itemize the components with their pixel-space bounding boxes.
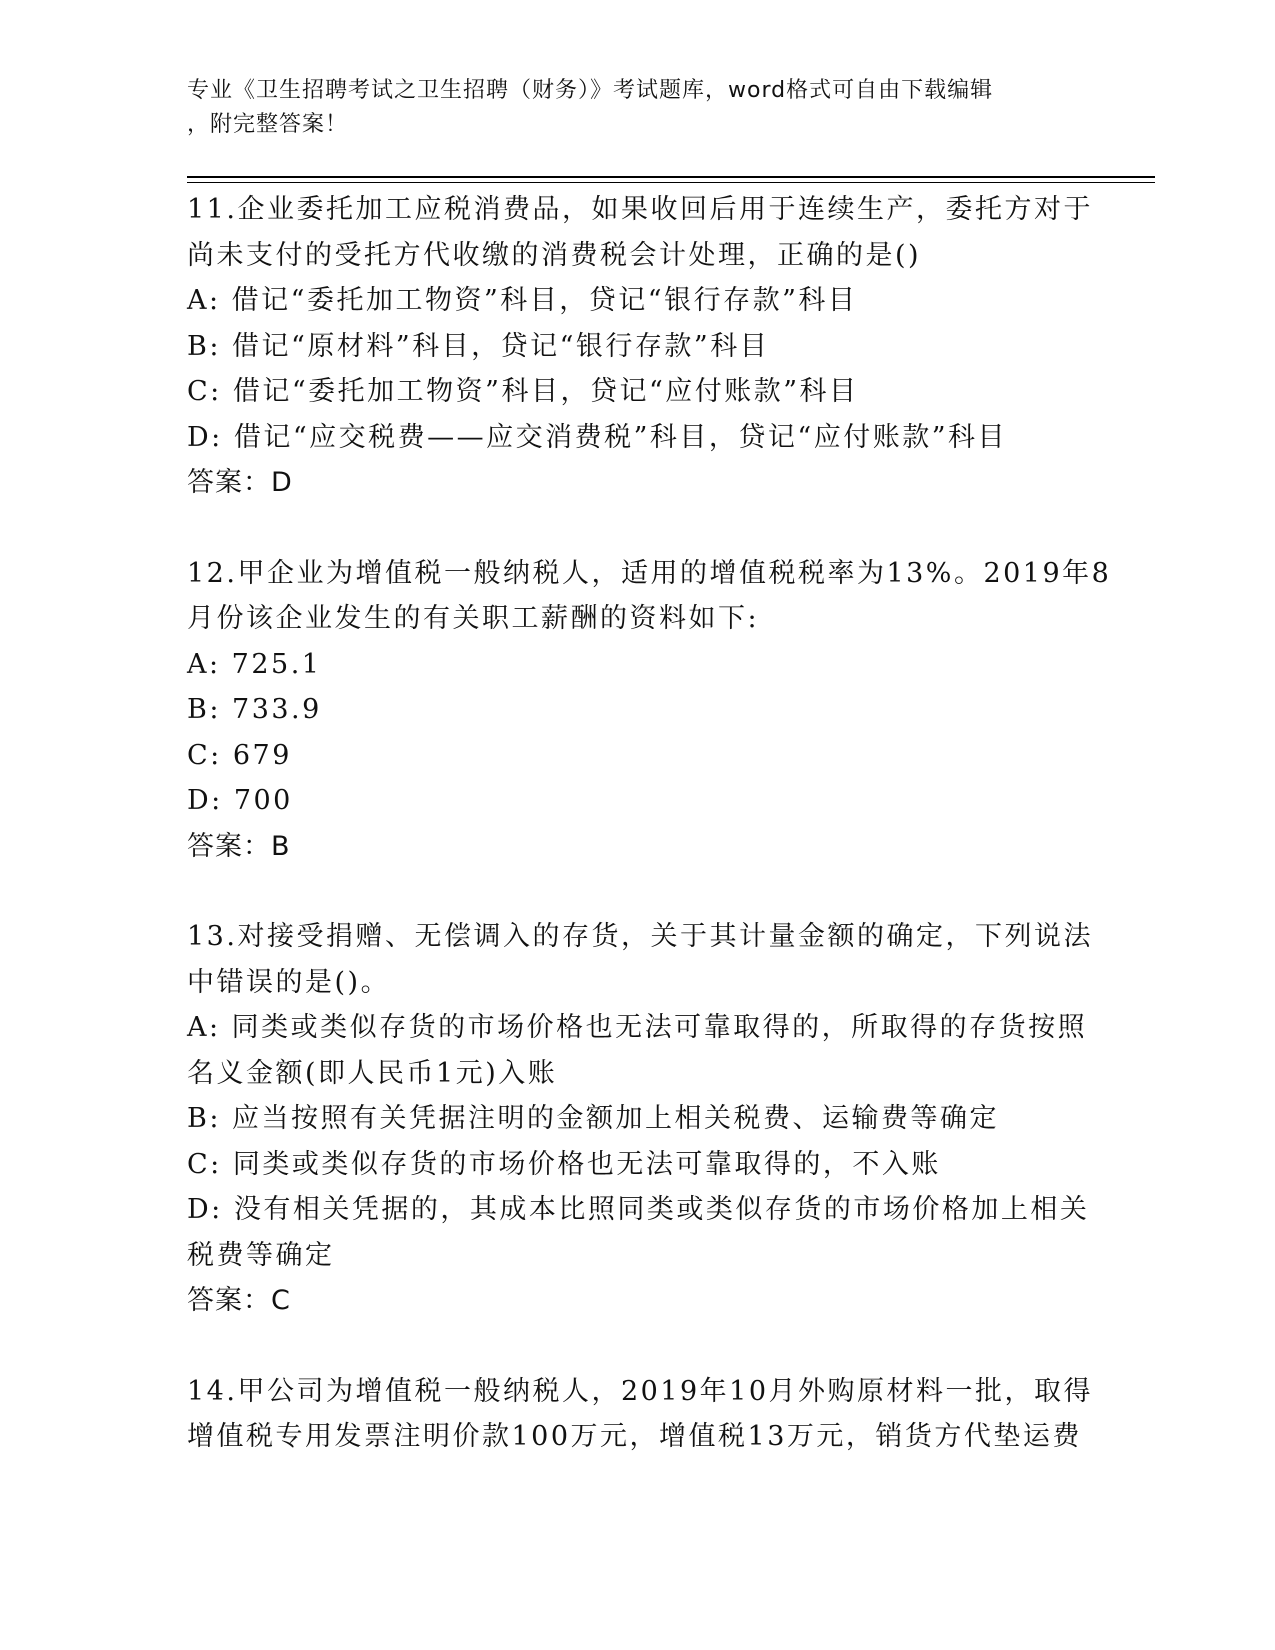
option-c: C: 同类或类似存货的市场价格也无法可靠取得的，不入账	[187, 1148, 941, 1180]
stem-line: 14.甲公司为增值税一般纳税人，2019年10月外购原材料一批，取得	[187, 1375, 1094, 1407]
document-header	[187, 74, 1067, 142]
option-a: A: 同类或类似存货的市场价格也无法可靠取得的，所取得的存货按照	[187, 1012, 1088, 1043]
question-stem	[187, 187, 1093, 278]
stem-line: 11.企业委托加工应税消费品，如果收回后用于连续生产，委托方对于	[187, 194, 1093, 225]
stem-line: 尚未支付的受托方代收缴的消费税会计处理，正确的是()	[187, 239, 922, 271]
question-stem	[187, 551, 1112, 642]
answer-line: 答案：C	[187, 1285, 291, 1316]
option-b: B: 应当按照有关凭据注明的金额加上相关税费、运输费等确定	[187, 1103, 1000, 1134]
stem-line: 13.对接受捐赠、无偿调入的存货，关于其计量金额的确定，下列说法	[187, 921, 1093, 952]
option-b: B: 733.9	[187, 694, 322, 725]
option-c: C: 679	[187, 739, 292, 771]
stem-line: 月份该企业发生的有关职工薪酬的资料如下:	[187, 603, 760, 634]
header-line-1: 专业《卫生招聘考试之卫生招聘（财务）》考试题库，word格式可自由下载编辑	[187, 78, 994, 103]
option-b: B: 借记“原材料”科目，贷记“银行存款”科目	[187, 330, 770, 362]
header-divider-thin	[187, 182, 1155, 183]
option-d: D: 700	[187, 785, 293, 816]
question-stem	[187, 1369, 1094, 1460]
header-line-2: ，附完整答案！	[187, 112, 349, 137]
question-11	[187, 187, 1093, 506]
stem-line: 中错误的是()。	[187, 966, 391, 998]
header-divider-thick	[187, 176, 1155, 178]
option-d: D: 没有相关凭据的，其成本比照同类或类似存货的市场价格加上相关	[187, 1194, 1090, 1225]
question-14	[187, 1369, 1094, 1460]
question-list	[187, 187, 1112, 1460]
answer-line: 答案：D	[187, 467, 293, 498]
question-13	[187, 914, 1093, 1324]
option-a: A: 借记“委托加工物资”科目，贷记“银行存款”科目	[187, 285, 858, 316]
option-d-continued: 税费等确定	[187, 1239, 335, 1271]
question-12	[187, 551, 1112, 870]
question-stem	[187, 914, 1093, 1005]
stem-line: 12.甲企业为增值税一般纳税人，适用的增值税税率为13%。2019年8	[187, 557, 1112, 589]
option-a-continued: 名义金额(即人民币1元)入账	[187, 1057, 558, 1089]
option-d: D: 借记“应交税费——应交消费税”科目，贷记“应付账款”科目	[187, 421, 1008, 453]
stem-line: 增值税专用发票注明价款100万元，增值税13万元，销货方代垫运费	[187, 1421, 1082, 1452]
option-a: A: 725.1	[187, 648, 322, 680]
answer-line: 答案：B	[187, 830, 291, 862]
option-c: C: 借记“委托加工物资”科目，贷记“应付账款”科目	[187, 376, 859, 407]
